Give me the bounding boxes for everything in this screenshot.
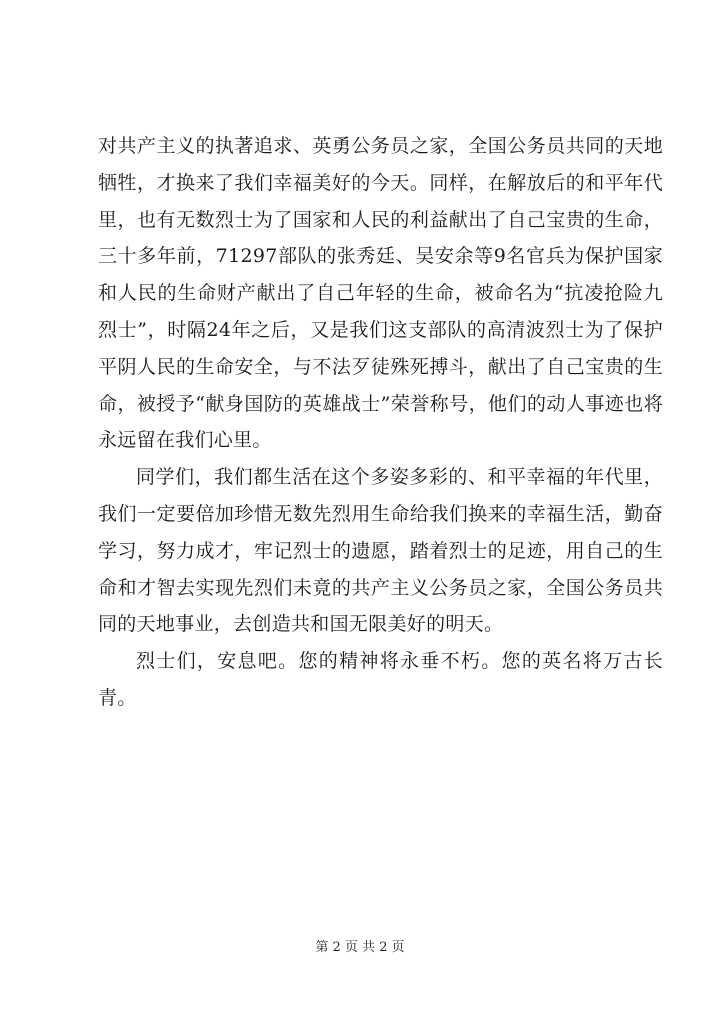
paragraph-2: 同学们，我们都生活在这个多姿多彩的、和平幸福的年代里，我们一定要倍加珍惜无数先烈用生命给我们换来的幸福生活，勤奋学习，努力成才，牢记烈士的遗愿，踏着烈士的足迹，用自己的生命和才智去实现先烈们未竟的共产主义公务员之家，全国公务员共同的天地事业，去创造共和国无限美好的明天。: [98, 466, 663, 636]
paragraph-3: 烈士们，安息吧。您的精神将永垂不朽。您的英名将万古长青。: [98, 650, 663, 709]
document-body: [98, 128, 663, 717]
paragraph-1: 对共产主义的执著追求、英勇公务员之家，全国公务员共同的天地牺牲，才换来了我们幸福美好的今天。同样，在解放后的和平年代里，也有无数烈士为了国家和人民的利益献出了自己宝贵的生命，三十多年前，71297部队的张秀廷、吴安余等9名官兵为保护国家和人民的生命财产献出了自己年轻的生命，被命名为“抗凌抢险九烈士”，时隔24年之后，又是我们这支部队的高清波烈士为了保护平阴人民的生命安全，与不法歹徒殊死搏斗，献出了自己宝贵的生命，被授予“献身国防的英雄战士”荣誉称号，他们的动人事迹也将永远留在我们心里。: [98, 135, 663, 452]
page-footer: 第 2 页 共 2 页: [315, 940, 405, 955]
